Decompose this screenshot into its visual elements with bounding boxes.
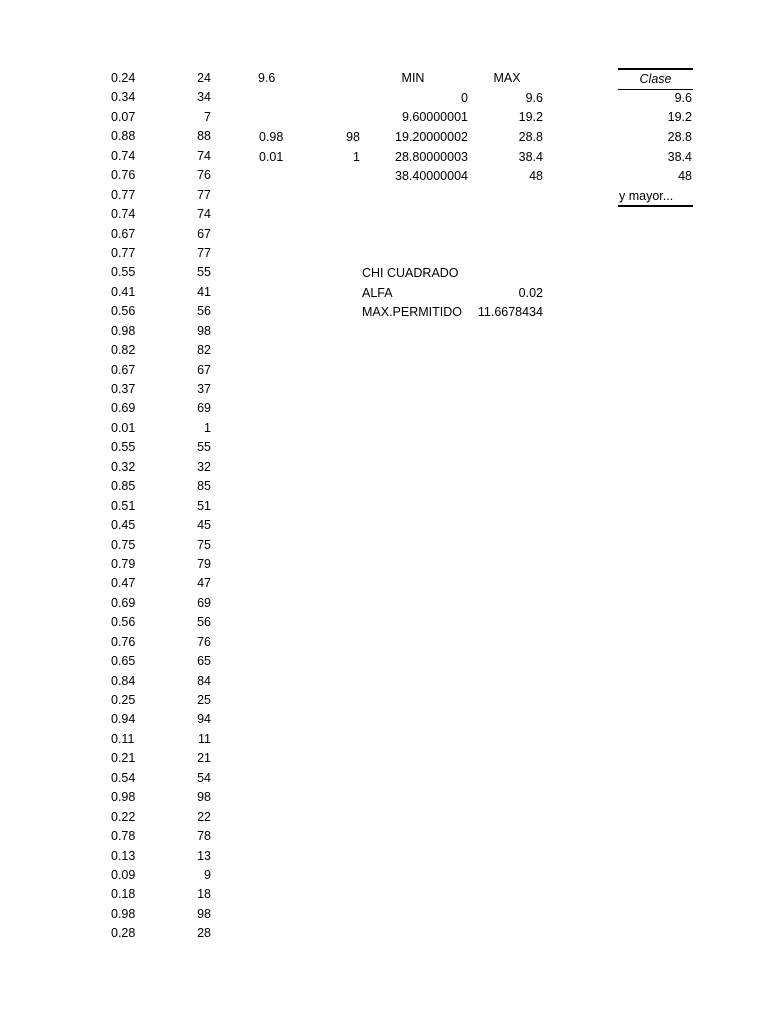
chi-title: CHI CUADRADO: [362, 266, 459, 280]
clase-header: Clase: [639, 72, 672, 86]
column-b-cell[interactable]: 75: [197, 537, 211, 552]
column-a-cell[interactable]: 0.69: [111, 401, 136, 416]
column-a-cell[interactable]: 0.88: [111, 129, 136, 144]
column-a-cell[interactable]: 0.79: [111, 556, 136, 571]
interval-max-cell[interactable]: 28.8: [518, 130, 543, 144]
column-a-cell[interactable]: 0.98: [111, 790, 136, 805]
column-a-cell[interactable]: 0.34: [111, 90, 136, 105]
column-a-cell[interactable]: 0.21: [111, 751, 136, 766]
column-a-cell[interactable]: 0.09: [111, 867, 136, 882]
interval-max-cell[interactable]: 19.2: [518, 110, 543, 124]
column-b-cell[interactable]: 94: [197, 712, 211, 727]
column-b-cell[interactable]: 54: [197, 770, 211, 785]
column-b-cell[interactable]: 45: [197, 518, 211, 533]
column-a-cell[interactable]: 0.82: [111, 343, 136, 358]
column-b-cell[interactable]: 84: [197, 673, 211, 688]
min-value-cell[interactable]: 0.01: [259, 150, 284, 164]
clase-footer[interactable]: y mayor...: [619, 189, 674, 203]
clase-value-cell[interactable]: 28.8: [667, 130, 692, 144]
column-b-cell[interactable]: 9: [204, 867, 211, 882]
column-a-cell[interactable]: 0.37: [111, 382, 136, 396]
column-b-cell[interactable]: 65: [197, 654, 211, 669]
column-a-cell[interactable]: 0.85: [111, 479, 136, 494]
column-b-cell[interactable]: 98: [197, 323, 211, 338]
column-a-cell[interactable]: 0.56: [111, 615, 136, 630]
max-value-cell[interactable]: 0.98: [259, 130, 284, 144]
column-b-cell[interactable]: 22: [197, 809, 211, 824]
interval-max-cell[interactable]: 48: [529, 169, 543, 183]
interval-max-cell[interactable]: 38.4: [518, 150, 543, 164]
column-b-cell[interactable]: 18: [197, 887, 211, 902]
clase-value-cell[interactable]: 19.2: [667, 110, 692, 124]
column-a-cell[interactable]: 0.75: [111, 537, 136, 552]
column-b-cell[interactable]: 25: [197, 693, 211, 707]
alfa-value-cell[interactable]: 0.02: [518, 286, 543, 300]
clase-value-cell[interactable]: 9.6: [674, 91, 692, 105]
column-b-cell[interactable]: 79: [197, 556, 211, 571]
column-b-cell[interactable]: 85: [197, 479, 211, 494]
column-a-cell[interactable]: 0.77: [111, 187, 136, 202]
column-a-cell[interactable]: 0.47: [111, 576, 136, 591]
column-a-cell[interactable]: 0.18: [111, 887, 136, 902]
column-b-cell[interactable]: 88: [197, 129, 211, 144]
column-a-cell[interactable]: 0.55: [111, 265, 136, 280]
column-b-cell[interactable]: 7: [204, 109, 211, 124]
column-b-cell[interactable]: 56: [197, 304, 211, 319]
column-b-cell[interactable]: 47: [197, 576, 211, 591]
column-a-cell[interactable]: 0.11: [111, 731, 135, 746]
column-a-cell[interactable]: 0.45: [111, 518, 136, 533]
column-a-cell[interactable]: 0.51: [111, 498, 136, 513]
column-b-cell[interactable]: 82: [197, 343, 211, 358]
max-count-cell[interactable]: 98: [346, 130, 360, 144]
column-a-cell[interactable]: 0.65: [111, 654, 136, 669]
column-a-cell[interactable]: 0.67: [111, 362, 136, 377]
column-a-cell[interactable]: 0.74: [111, 207, 136, 222]
column-a-cell[interactable]: 0.28: [111, 926, 136, 941]
column-a-cell[interactable]: 0.56: [111, 304, 136, 319]
min-count-cell[interactable]: 1: [353, 150, 360, 164]
range-width-cell[interactable]: 9.6: [258, 71, 276, 85]
column-b-cell[interactable]: 67: [197, 226, 211, 241]
max-permitido-value-cell[interactable]: 11.6678434: [477, 305, 543, 319]
column-a-cell[interactable]: 0.98: [111, 906, 136, 921]
column-a-cell[interactable]: 0.41: [111, 284, 136, 299]
column-b-cell[interactable]: 21: [197, 751, 211, 766]
column-b-cell[interactable]: 56: [197, 615, 211, 630]
column-b-cell[interactable]: 41: [197, 284, 211, 299]
column-a-cell[interactable]: 0.22: [111, 809, 136, 824]
column-b-cell[interactable]: 67: [197, 362, 211, 377]
column-a-cell[interactable]: 0.07: [111, 109, 136, 124]
column-b-values: [160, 69, 211, 944]
column-b-cell[interactable]: 55: [197, 265, 211, 280]
column-b-cell[interactable]: 98: [197, 906, 211, 921]
max-permitido-label: MAX.PERMITIDO: [362, 305, 463, 319]
column-a-cell[interactable]: 0.94: [111, 712, 136, 727]
column-a-cell[interactable]: 0.98: [111, 323, 136, 338]
interval-min-cell[interactable]: 19.20000002: [395, 130, 468, 144]
clase-value-cell[interactable]: 38.4: [667, 150, 692, 164]
column-b-cell[interactable]: 13: [197, 848, 211, 863]
interval-min-cell[interactable]: 38.40000004: [395, 169, 468, 183]
column-a-cell[interactable]: 0.69: [111, 595, 136, 610]
column-a-cell[interactable]: 0.54: [111, 770, 136, 785]
column-a-cell[interactable]: 0.32: [111, 459, 136, 474]
column-a-cell[interactable]: 0.84: [111, 673, 136, 688]
clase-value-cell[interactable]: 48: [678, 169, 692, 183]
column-a-cell[interactable]: 0.74: [111, 148, 136, 163]
column-b-cell[interactable]: 76: [197, 168, 211, 183]
column-b-cell[interactable]: 28: [197, 926, 211, 941]
interval-min-cell[interactable]: 0: [461, 91, 468, 105]
column-b-cell[interactable]: 76: [197, 634, 211, 649]
column-b-cell[interactable]: 78: [197, 829, 211, 844]
column-b-cell[interactable]: 74: [197, 207, 211, 222]
interval-max-cell[interactable]: 9.6: [525, 91, 543, 105]
column-b-cell[interactable]: 11: [198, 731, 211, 746]
column-b-cell[interactable]: 74: [197, 148, 211, 163]
column-b-cell[interactable]: 34: [197, 90, 211, 105]
column-b-cell[interactable]: 98: [197, 790, 211, 805]
column-a-cell[interactable]: 0.25: [111, 693, 136, 707]
column-a-cell[interactable]: 0.78: [111, 829, 136, 844]
column-a-cell[interactable]: 0.01: [111, 420, 136, 435]
column-b-cell[interactable]: 51: [197, 498, 211, 513]
column-b-cell[interactable]: 1: [204, 420, 211, 435]
column-b-cell[interactable]: 24: [197, 71, 211, 85]
column-b-cell[interactable]: 77: [197, 187, 211, 202]
column-b-cell[interactable]: 69: [197, 401, 211, 416]
column-a-cell[interactable]: 0.76: [111, 634, 136, 649]
min-header: MIN: [401, 71, 425, 85]
column-a-cell[interactable]: 0.24: [111, 71, 136, 85]
column-b-cell[interactable]: 32: [197, 459, 211, 474]
column-b-cell[interactable]: 69: [197, 595, 211, 610]
column-a-cell[interactable]: 0.77: [111, 245, 136, 260]
column-a-cell[interactable]: 0.55: [111, 440, 136, 455]
column-a-cell[interactable]: 0.13: [111, 848, 136, 863]
interval-min-cell[interactable]: 28.80000003: [395, 150, 468, 164]
column-a-cell[interactable]: 0.76: [111, 168, 136, 183]
alfa-label: ALFA: [362, 286, 393, 300]
clase-bottom-border: [618, 205, 693, 207]
max-header: MAX: [493, 71, 521, 85]
interval-min-cell[interactable]: 9.60000001: [401, 110, 468, 124]
column-b-cell[interactable]: 77: [197, 245, 211, 260]
column-a-cell[interactable]: 0.67: [111, 226, 136, 241]
column-b-cell[interactable]: 37: [197, 382, 211, 396]
column-b-cell[interactable]: 55: [197, 440, 211, 455]
